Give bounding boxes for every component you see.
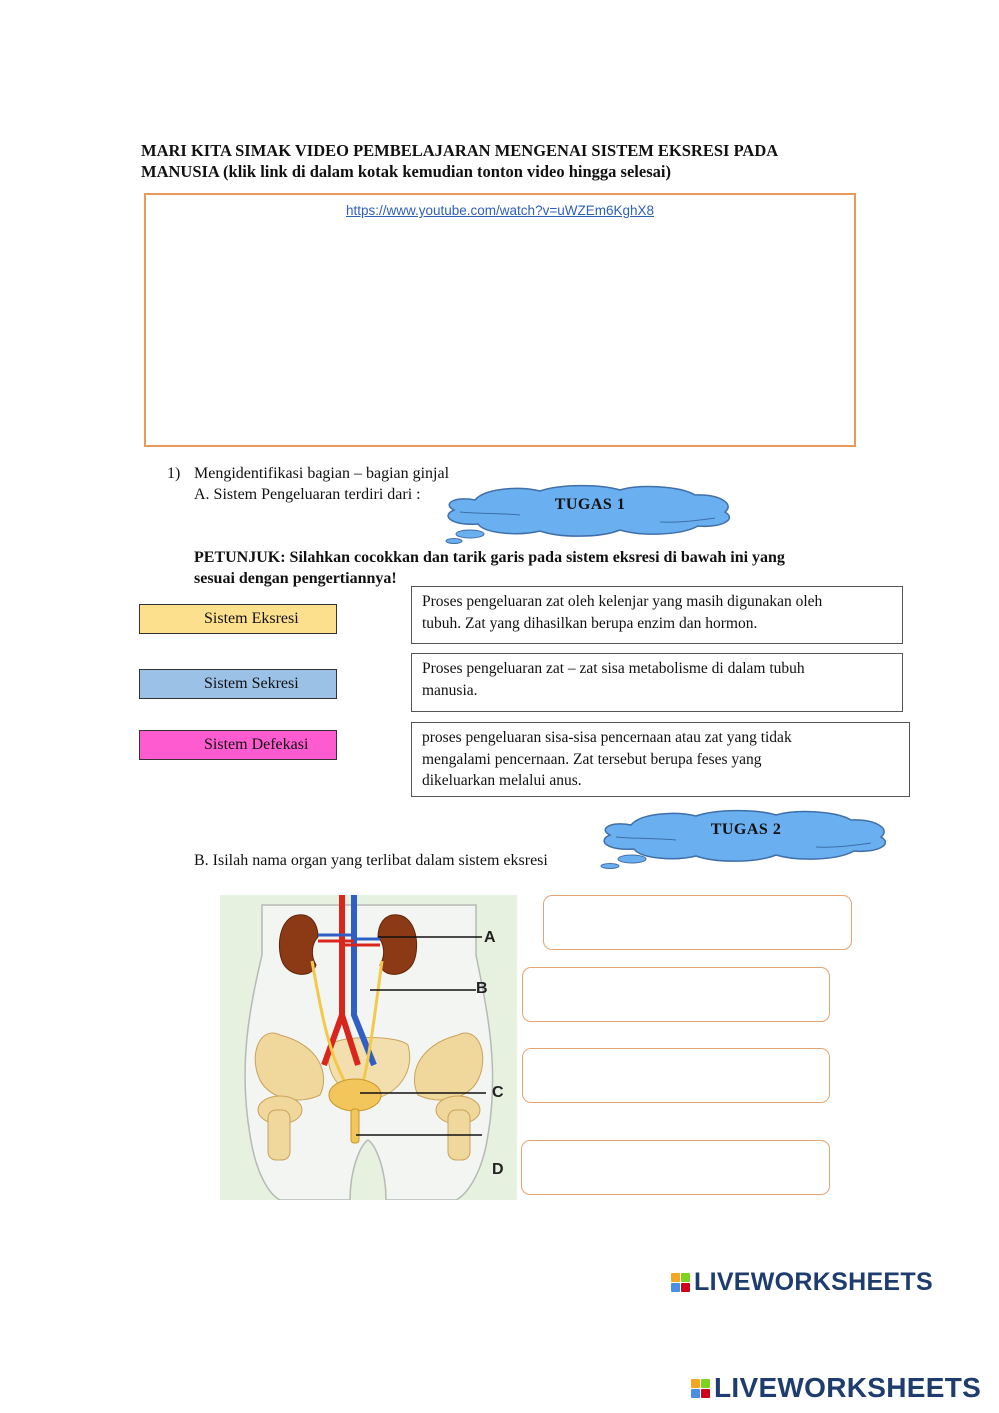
instruction-line-1: PETUNJUK: Silahkan cocokkan dan tarik garis pada sistem eksresi di bawah ini yang (194, 549, 785, 566)
diagram-label-d: D (492, 1161, 504, 1178)
definition-line: mengalami pencernaan. Zat tersebut berupa feses yang (422, 750, 762, 768)
task-1-cloud (440, 482, 740, 538)
excretory-system-diagram (220, 895, 517, 1200)
title-line-2: MANUSIA (klik link di dalam kotak kemudian tonton video hingga selesai) (141, 162, 671, 181)
definition-line: dikeluarkan melalui anus. (422, 772, 582, 789)
task-1-label: TUGAS 1 (554, 496, 626, 513)
diagram-label-a: A (484, 929, 496, 946)
definition-sekresi[interactable] (411, 586, 903, 644)
brand-name: LIVEWORKSHEETS (714, 1372, 982, 1403)
definition-line: Proses pengeluaran zat oleh kelenjar yang masih digunakan oleh (422, 593, 823, 610)
definition-line: tubuh. Zat yang dihasilkan berupa enzim dan hormon. (422, 614, 758, 632)
instruction-line-2: sesuai dengan pengertiannya! (194, 570, 397, 587)
answer-input-b[interactable] (523, 968, 829, 1021)
brand-name: LIVEWORKSHEETS (694, 1268, 933, 1296)
liveworksheets-icon (691, 1379, 710, 1398)
video-box (144, 193, 856, 447)
title-line-1: MARI KITA SIMAK VIDEO PEMBELAJARAN MENGENAI SISTEM EKSRESI PADA (141, 141, 779, 160)
instruction (194, 547, 884, 589)
urinary-system-illustration (220, 895, 517, 1200)
cloud-icon (596, 809, 896, 871)
answer-input-a[interactable] (544, 896, 851, 949)
definition-line: manusia. (422, 681, 478, 699)
answer-box-c[interactable] (522, 1048, 830, 1103)
task-2-label: TUGAS 2 (710, 821, 782, 838)
question-title: Mengidentifikasi bagian – bagian ginjal (194, 465, 450, 482)
definition-line: Proses pengeluaran zat – zat sisa metabolisme di dalam tubuh (422, 660, 805, 677)
definition-defekasi[interactable] (411, 722, 910, 797)
liveworksheets-logo (671, 1268, 933, 1297)
part-a-text: A. Sistem Pengeluaran terdiri dari : (194, 486, 421, 503)
answer-box-b[interactable] (522, 967, 830, 1022)
definition-line: proses pengeluaran sisa-sisa pencernaan atau zat yang tidak (422, 729, 792, 746)
diagram-label-b: B (476, 980, 488, 997)
answer-box-d[interactable] (521, 1140, 830, 1195)
term-sistem-eksresi[interactable]: Sistem Eksresi (139, 604, 337, 634)
liveworksheets-icon (671, 1273, 690, 1292)
term-sistem-sekresi[interactable]: Sistem Sekresi (139, 669, 337, 699)
part-b-text: B. Isilah nama organ yang terlibat dalam sistem eksresi (194, 852, 548, 869)
answer-box-a[interactable] (543, 895, 852, 950)
question-number: 1) (167, 465, 181, 482)
answer-input-c[interactable] (523, 1049, 829, 1102)
answer-input-d[interactable] (522, 1141, 829, 1194)
video-link[interactable]: https://www.youtube.com/watch?v=uWZEm6KghX8 (345, 203, 654, 218)
task-2-cloud (596, 809, 896, 865)
diagram-label-c: C (492, 1084, 504, 1101)
definition-eksresi[interactable] (411, 653, 903, 712)
term-sistem-defekasi[interactable]: Sistem Defekasi (139, 730, 337, 760)
liveworksheets-logo-footer (691, 1372, 981, 1404)
worksheet-title (141, 140, 861, 182)
